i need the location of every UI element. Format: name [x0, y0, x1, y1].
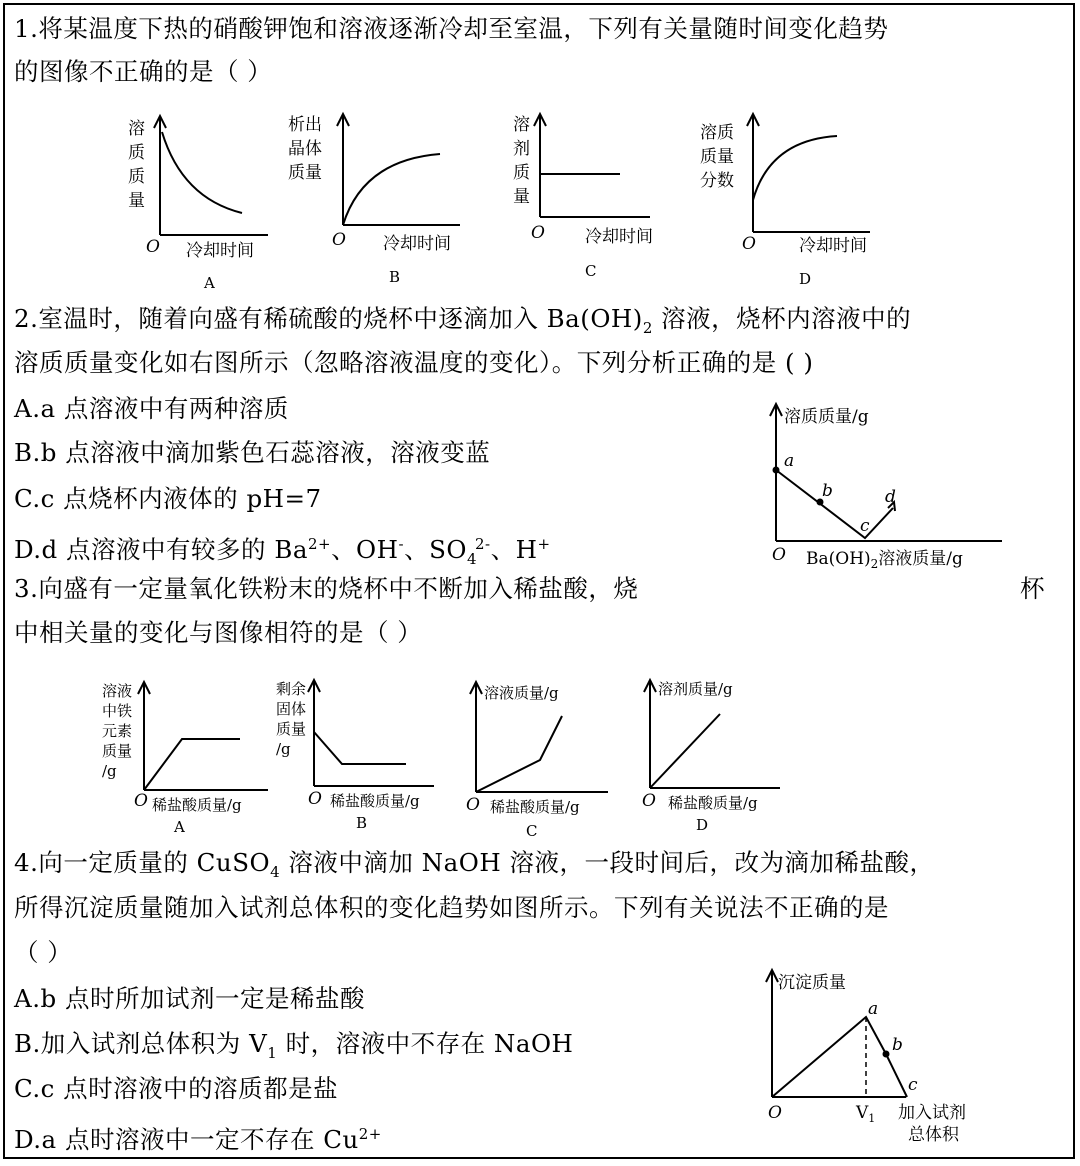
- superscript: 2+: [358, 1125, 382, 1143]
- q4-stem-text: 溶液中滴加 NaOH 溶液，一段时间后，改为滴加稀盐酸，: [280, 848, 935, 877]
- q1-stem-line1: 1.将某温度下热的硝酸钾饱和溶液逐渐冷却至室温，下列有关量随时间变化趋势: [14, 14, 889, 43]
- axis-label-text: 质量: [276, 720, 307, 738]
- q4-option-d: [14, 1117, 382, 1157]
- graph-caption: B: [389, 268, 401, 286]
- x-axis-label-line2: 总体积: [908, 1125, 959, 1145]
- q2-option-a: A.a 点溶液中有两种溶质: [14, 394, 289, 423]
- point-label-a: a: [868, 999, 879, 1019]
- q4-stem-line1: [14, 846, 934, 889]
- option-text: 、SO: [404, 535, 467, 565]
- axis-label-text: 固体: [276, 700, 307, 718]
- point-label-d: d: [885, 487, 896, 507]
- subscript: 4: [466, 550, 478, 569]
- origin-label: O: [768, 1103, 782, 1123]
- subscript: 2: [642, 318, 653, 337]
- subscript: 4: [270, 862, 281, 881]
- axis-label-text: 元素: [102, 722, 133, 740]
- origin-label: O: [134, 791, 148, 811]
- axis-label-text: /g: [276, 740, 291, 758]
- point-label-c: c: [908, 1075, 918, 1095]
- q3-stem-line1: 3.向盛有一定量氧化铁粉末的烧杯中不断加入稀盐酸，烧: [14, 574, 639, 603]
- y-axis-label: 溶质质量/g: [784, 407, 869, 427]
- q2-stem-line2: 溶质质量变化如右图所示（忽略溶液温度的变化）。下列分析正确的是 ( ): [14, 348, 814, 377]
- option-text: 、OH: [331, 535, 399, 565]
- q3-graph-c: [460, 676, 620, 838]
- axis-label-text: 溶质: [700, 123, 734, 143]
- q3-graph-a: [100, 676, 275, 841]
- graph-caption: A: [204, 274, 215, 292]
- q3-graph-b: [272, 676, 447, 836]
- axis-label-text: 质量: [700, 147, 734, 167]
- axis-label-char: 质: [128, 167, 145, 187]
- option-text: 、H: [490, 535, 538, 565]
- q4-option-a: A.b 点时所加试剂一定是稀盐酸: [14, 984, 365, 1013]
- axis-label-char: 溶: [128, 119, 145, 139]
- point-marker: [883, 1051, 890, 1058]
- subscript: 1: [267, 1043, 278, 1062]
- axis-label-text: 晶体: [288, 139, 322, 159]
- q3-stem-line1-end: 杯: [1020, 574, 1045, 603]
- x-axis-label: 冷却时间: [186, 241, 254, 261]
- graph-caption: C: [585, 262, 597, 280]
- q1-graph-d: [695, 110, 895, 295]
- q2-stem-line1: [14, 302, 911, 345]
- q2-stem-text: 2.室温时，随着向盛有稀硫酸的烧杯中逐滴加入 Ba(OH): [14, 304, 643, 333]
- q1-graph-c: [505, 110, 685, 285]
- x-axis-label-line1: 加入试剂: [898, 1103, 966, 1123]
- origin-label: O: [146, 237, 160, 257]
- v1-label: $V_1$: [856, 1103, 876, 1125]
- q2-option-d: [14, 527, 551, 576]
- q1-stem-line2: 的图像不正确的是（ ）: [14, 57, 273, 86]
- axis-label-char: 量: [513, 187, 530, 207]
- graph-caption: D: [696, 816, 709, 834]
- origin-label: O: [642, 791, 656, 811]
- axis-label-text: 溶液: [102, 682, 133, 700]
- x-axis-label: 稀盐酸质量/g: [152, 796, 242, 814]
- option-text: D.d 点溶液中有较多的 Ba: [14, 535, 308, 565]
- q4-option-c: C.c 点时溶液中的溶质都是盐: [14, 1074, 339, 1103]
- axis-label-text: 质量: [102, 742, 133, 760]
- x-axis-label: 冷却时间: [383, 234, 451, 254]
- origin-label: O: [772, 545, 786, 565]
- point-label-a: a: [784, 451, 795, 471]
- axis-label-text: 剩余: [276, 680, 307, 698]
- origin-label: O: [308, 789, 322, 809]
- q3-stem-line2: 中相关量的变化与图像相符的是（ ）: [14, 618, 423, 647]
- option-text: D.a 点时溶液中一定不存在 Cu: [14, 1125, 359, 1155]
- superscript: -: [398, 535, 405, 553]
- graph-caption: C: [526, 822, 538, 840]
- x-axis-label: 稀盐酸质量/g: [668, 794, 758, 812]
- q2-option-b: B.b 点溶液中滴加紫色石蕊溶液，溶液变蓝: [14, 438, 491, 467]
- y-axis-label: 沉淀质量: [778, 973, 846, 993]
- point-label-b: b: [892, 1035, 903, 1055]
- axis-label-text: 析出: [288, 115, 322, 135]
- q2-graph: [762, 398, 1022, 576]
- superscript: 2-: [475, 535, 491, 553]
- q3-graph-d: [630, 676, 790, 836]
- q4-stem-text: 4.向一定质量的 CuSO: [14, 848, 271, 877]
- origin-label: O: [466, 795, 480, 815]
- q4-stem-line3: （ ）: [14, 938, 73, 967]
- q4-graph: [758, 962, 1018, 1152]
- axis-label-char: 溶: [513, 115, 530, 135]
- x-axis-label: 冷却时间: [585, 227, 653, 247]
- point-label-c: c: [860, 516, 870, 536]
- graph-caption: D: [799, 270, 812, 288]
- y-axis-label: 溶液质量/g: [484, 684, 559, 702]
- superscript: +: [537, 535, 551, 553]
- axis-label-char: 质: [128, 143, 145, 163]
- q2-option-c: C.c 点烧杯内液体的 pH=7: [14, 484, 322, 513]
- superscript: 2+: [307, 535, 332, 553]
- graph-caption: B: [356, 814, 368, 832]
- origin-label: O: [332, 230, 346, 250]
- axis-label-text: /g: [102, 762, 117, 780]
- q1-graph-a: [120, 110, 290, 295]
- q4-option-b: [14, 1027, 573, 1070]
- q2-stem-text: 溶液，烧杯内溶液中的: [652, 304, 912, 333]
- axis-label-char: 质: [513, 163, 530, 183]
- axis-label-char: 剂: [513, 139, 530, 159]
- x-axis-label: $Ba(OH)_2$溶液质量/g: [806, 549, 963, 571]
- graph-caption: A: [174, 818, 185, 836]
- q4-stem-line2: 所得沉淀质量随加入试剂总体积的变化趋势如图所示。下列有关说法不正确的是: [14, 893, 889, 922]
- origin-label: O: [742, 234, 756, 254]
- option-text: B.加入试剂总体积为 V: [14, 1029, 268, 1058]
- x-axis-label: 冷却时间: [799, 236, 867, 256]
- q1-graph-b: [285, 110, 485, 295]
- option-text: 时，溶液中不存在 NaOH: [277, 1029, 574, 1058]
- x-axis-label: 稀盐酸质量/g: [490, 798, 580, 816]
- point-label-b: b: [822, 481, 833, 501]
- x-axis-label: 稀盐酸质量/g: [330, 792, 420, 810]
- axis-label-text: 中铁: [102, 702, 133, 720]
- axis-label-text: 质量: [288, 163, 322, 183]
- origin-label: O: [531, 223, 545, 243]
- point-marker: [773, 467, 780, 474]
- y-axis-label: 溶剂质量/g: [658, 680, 733, 698]
- axis-label-char: 量: [128, 191, 145, 211]
- axis-label-text: 分数: [700, 171, 734, 191]
